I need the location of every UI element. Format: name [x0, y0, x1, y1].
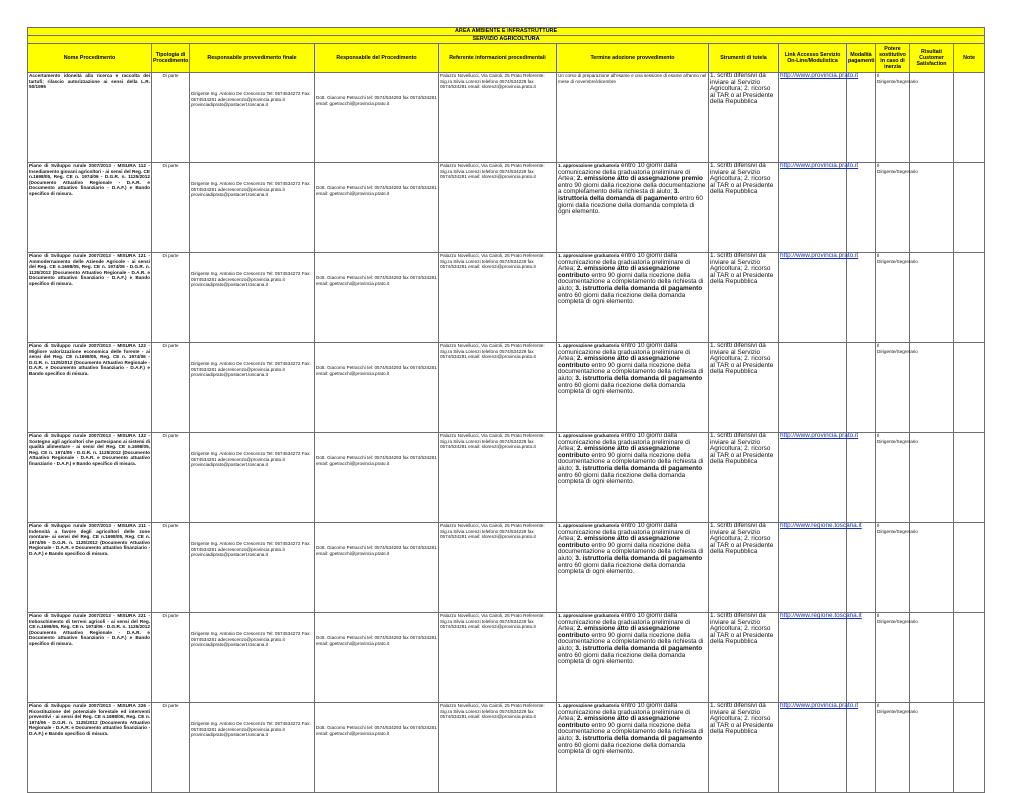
termine-step3-label: 3. istruttoria della domanda di pagamento — [575, 554, 703, 562]
termine-step1-text: entro 10 giorni dalla comunicazione della graduatoria preliminare di Artea; — [558, 162, 691, 183]
tipologia-cell: Di parte — [152, 253, 190, 343]
termine-step2-label: 2. emissione atto di assegnazione premio — [576, 175, 703, 183]
document-sheet — [27, 27, 985, 793]
termine-step3-text: entro 60 giorni dalla ricezione della domanda completa di ogni elemento. — [558, 651, 686, 666]
modalita-cell — [847, 253, 876, 343]
termine-step2-label: 2. emissione atto di assegnazione contributo — [558, 625, 680, 639]
potere-cell: Il Dirigente/Segretario — [876, 613, 910, 703]
termine-step1-label: 1. approvazione graduatoria — [558, 523, 620, 528]
strumenti-cell: 1. scritti difensivi da inviare al Servizio Agricoltura; 2. ricorso al TAR o al Presidente della Repubblica — [709, 703, 779, 793]
header-responsabile-finale: Responsabile provvedimento finale — [190, 44, 315, 73]
area-band — [28, 28, 985, 36]
termine-step2-text: entro 90 giorni dalla ricezione della documentazione a completamento della richiesta di aiuto; — [558, 271, 704, 292]
responsabile-finale-cell: Dirigente Ing. Antonio De Crescenzo Tel: 0574534272 Fax: 0574534281 adecrescenzo@provincia.prato.it provinciadiprato@postacert.toscana.it — [190, 433, 315, 523]
termine-step2-label: 2. emissione atto di assegnazione contributo — [558, 265, 680, 279]
potere-cell: Il Dirigente/Segretario — [876, 73, 910, 163]
termine-step3-text: entro 60 giorni dalla ricezione della domanda completa di ogni elemento. — [558, 471, 686, 486]
termine-step2-label: 2. emissione atto di assegnazione contributo — [558, 535, 680, 549]
termine-step1-label: 1. approvazione graduatoria — [558, 613, 620, 618]
termine-step2-text: entro 90 giorni dalla ricezione della documentazione a completamento della richiesta di aiuto; — [558, 451, 704, 472]
responsabile-finale-cell: Dirigente Ing. Antonio De Crescenzo Tel: 0574534272 Fax: 0574534281 adecrescenzo@provincia.prato.it provinciadiprato@postacert.toscana.it — [190, 613, 315, 703]
termine-step3-text: entro 60 giorni dalla ricezione della domanda completa di ogni elemento. — [558, 194, 703, 216]
service-link[interactable]: http://www.provincia.prato.it — [779, 703, 847, 793]
termine-step3-label: 3. istruttoria della domanda di pagamento — [575, 644, 703, 652]
risultati-cell — [910, 613, 954, 703]
table-row — [28, 343, 985, 433]
referente-cell: Palazzo Novellucci, Via Cairoli, 25 Prato Referente: Sig.ra Silvia Lorenzi telefono 0574/534229 fax 0574/534281 email: slorenzi@provincia.prato.it — [439, 253, 557, 343]
modalita-cell — [847, 523, 876, 613]
tipologia-cell: Di parte — [152, 613, 190, 703]
procedure-name — [28, 73, 152, 163]
header-note: Note — [954, 44, 985, 73]
table-row — [28, 253, 985, 343]
procedure-name-text: Piano di Sviluppo rurale 2007/2013 - MISURA 221 - Imboschimento di terreni agricoli - ai sensi del Reg. CE n.1698/05, Reg. CE n. 1974/06 - D.G.R. n. 1125/2012 (Documento Attuativo Regionale - D.A.R. e Documento attuativo finanziario - D.A.F.) e Bando specifico di misura. — [29, 613, 150, 646]
tipologia-cell: Di parte — [152, 343, 190, 433]
header-potere: Potere sostitutivo in caso di inerzia — [876, 44, 910, 73]
service-link[interactable]: http://www.provincia.prato.it — [779, 163, 847, 253]
service-title: SERVIZIO AGRICOLTURA — [28, 36, 985, 44]
termine-step3-label: 3. istruttoria della domanda di pagamento — [575, 374, 703, 382]
termine-cell — [557, 343, 709, 433]
table-row — [28, 73, 985, 163]
termine-step3-label: 3. istruttoria della domanda di pagamento — [575, 464, 703, 472]
strumenti-cell: 1. scritti difensivi da inviare al Servizio Agricoltura; 2. ricorso al TAR o al Presidente della Repubblica — [709, 253, 779, 343]
termine-step2-text: entro 90 giorni dalla ricezione della documentazione a completamento della richiesta di aiuto; — [558, 181, 706, 196]
procedure-name — [28, 703, 152, 793]
procedure-name-text: Piano di Sviluppo rurale 2007/2013 - MISURA 132 - Sostegno agli agricoltori che partecipano ai sistemi di qualità alimentare - ai sensi del Reg. CE n.1698/05, Reg. CE n. 1974/06 - D.G.R. n. 1125/2012 (Documento Attuativo Regionale - D.A.R. e Documento attuativo finanziario - D.A.F.) e Bando specifico di misura. — [29, 433, 150, 466]
procedure-name-text: Piano di Sviluppo rurale 2007/2013 - MISURA 121 - Ammodernamento delle Aziende Agricole - ai sensi del Reg. CE n.1698/05, Reg. CE n. 1974/06 - D.G.R. n. 1125/2012 (Documento Attuativo Regionale - D.A.R. e Documento attuativo finanziario - D.A.F.) e Bando specifico di misura. — [29, 253, 150, 286]
termine-step2-label: 2. emissione atto di assegnazione contributo — [558, 355, 680, 369]
termine-cell — [557, 613, 709, 703]
termine-step2-text: entro 90 giorni dalla ricezione della documentazione a completamento della richiesta di aiuto; — [558, 361, 704, 382]
potere-cell: Il Dirigente/Segretario — [876, 523, 910, 613]
note-cell — [954, 523, 985, 613]
termine-cell — [557, 703, 709, 793]
header-termine: Termine adozione provvedimento — [557, 44, 709, 73]
header-modalita: Modalità pagamenti — [847, 44, 876, 73]
area-title: AREA AMBIENTE E INFRASTRUTTURE — [28, 28, 985, 36]
note-cell — [954, 613, 985, 703]
header-strumenti: Strumenti di tutela — [709, 44, 779, 73]
termine-step3-label: 3. istruttoria della domanda di pagamento — [558, 188, 680, 202]
risultati-cell — [910, 253, 954, 343]
termine-cell — [557, 523, 709, 613]
tipologia-cell: Di parte — [152, 703, 190, 793]
termine-step3-text: entro 60 giorni dalla ricezione della domanda completa di ogni elemento. — [558, 561, 686, 576]
referente-cell: Palazzo Novellucci, Via Cairoli, 25 Prato Referente: Sig.ra Silvia Lorenzi telefono 0574/534229 fax 0574/534281 email: slorenzi@provincia.prato.it — [439, 343, 557, 433]
service-link[interactable]: http://www.regione.toscana.it — [779, 523, 847, 613]
service-link[interactable]: http://www.provincia.prato.it — [779, 253, 847, 343]
tipologia-cell: Di parte — [152, 73, 190, 163]
responsabile-finale-cell: Dirigente Ing. Antonio De Crescenzo Tel: 0574534272 Fax: 0574534281 adecrescenzo@provincia.prato.it provinciadiprato@postacert.toscana.it — [190, 163, 315, 253]
responsabile-procedimento-cell: Dott. Giacomo Petracchi tel: 0574/534293 fax 0574/534281 email: gpetracchi@provincia.prato.it — [315, 703, 439, 793]
procedures-table — [27, 27, 985, 793]
termine-step1-label: 1. approvazione graduatoria — [558, 253, 620, 258]
termine-step3-label: 3. istruttoria della domanda di pagamento — [575, 734, 703, 742]
responsabile-procedimento-cell: Dott. Giacomo Petracchi tel: 0574/534293 fax 0574/534281 email: gpetracchi@provincia.prato.it — [315, 73, 439, 163]
potere-cell: Il Dirigente/Segretario — [876, 433, 910, 523]
strumenti-cell: 1. scritti difensivi da inviare al Servizio Agricoltura; 2. ricorso al TAR o al Presidente della Repubblica — [709, 343, 779, 433]
note-cell — [954, 163, 985, 253]
termine-step3-text: entro 60 giorni dalla ricezione della domanda completa di ogni elemento. — [558, 381, 686, 396]
table-row — [28, 163, 985, 253]
risultati-cell — [910, 163, 954, 253]
responsabile-finale-cell: Dirigente Ing. Antonio De Crescenzo Tel: 0574534272 Fax: 0574534281 adecrescenzo@provincia.prato.it provinciadiprato@postacert.toscana.it — [190, 73, 315, 163]
termine-step1-text: entro 10 giorni dalla comunicazione della graduatoria preliminare di Artea; — [558, 432, 691, 453]
potere-cell: Il Dirigente/Segretario — [876, 163, 910, 253]
procedure-name-text: Accertamento idoneità alla ricerca e raccolta dei tartufi; rilascio autorizzazione ai sensi della L.R. 50/1995 — [29, 73, 150, 90]
table-row — [28, 613, 985, 703]
note-cell — [954, 253, 985, 343]
risultati-cell — [910, 433, 954, 523]
service-link[interactable] — [779, 343, 847, 433]
referente-cell: Palazzo Novellucci, Via Cairoli, 25 Prato Referente: Sig.ra Silvia Lorenzi telefono 0574/534229 fax 0574/534281 email: slorenzi@provincia.prato.it — [439, 703, 557, 793]
termine-step1-label: 1. approvazione graduatoria — [558, 703, 620, 708]
procedure-name-text: Piano di Sviluppo rurale 2007/2013 - MISURA 112 - Insediamento giovani agricoltori - ai sensi del Reg. CE n.1698/05, Reg. CE n. 1974/06 - D.G.R. n. 1125/2012 (Documento Attuativo Regionale - D.A.R. e Documento attuativo finanziario - D.A.F.) e Bando specifico di misura. — [29, 163, 150, 196]
header-responsabile-procedimento: Responsabile del Procedimento — [315, 44, 439, 73]
termine-step2-text: entro 90 giorni dalla ricezione della documentazione a completamento della richiesta di aiuto; — [558, 721, 704, 742]
responsabile-finale-cell: Dirigente Ing. Antonio De Crescenzo Tel: 0574534272 Fax: 0574534281 adecrescenzo@provincia.prato.it provinciadiprato@postacert.toscana.it — [190, 253, 315, 343]
responsabile-finale-cell: Dirigente Ing. Antonio De Crescenzo Tel: 0574534272 Fax: 0574534281 adecrescenzo@provincia.prato.it provinciadiprato@postacert.toscana.it — [190, 343, 315, 433]
termine-step1-label: 1. approvazione graduatoria — [558, 343, 620, 348]
procedure-name-text: Piano di Sviluppo rurale 2007/2013 - MISURA 211 - Indennità a favore degli agricoltori delle zone montane- ai sensi del Reg. CE n.1698/05, Reg. CE n. 1974/06 - D.G.R. n. 1125/2012 (Documento Attuativo Regionale - D.A.R. e Documento attuativo finanziario - D.A.F.) e Bando specifico di misura. — [29, 523, 150, 556]
header-row — [28, 44, 985, 73]
procedure-name-text: Piano di Sviluppo rurale 2007/2013 - MISURA 122 - Migliore valorizzazione economica delle foreste - ai sensi del Reg. CE n.1698/05, Reg. CE n. 1974/06 - D.G.R. n. 1125/2012 (Documento Attuativo Regionale - D.A.R. e Documento attuativo finanziario - D.A.F.) e Bando specifico di misura. — [29, 343, 150, 376]
termine-step1-text: entro 10 giorni dalla comunicazione della graduatoria preliminare di Artea; — [558, 612, 691, 633]
tipologia-cell: Di parte — [152, 433, 190, 523]
tipologia-cell: Di parte — [152, 163, 190, 253]
responsabile-procedimento-cell: Dott. Giacomo Petracchi tel: 0574/534293 fax 0574/534281 email: gpetracchi@provincia.prato.it — [315, 343, 439, 433]
table-row — [28, 703, 985, 793]
note-cell — [954, 343, 985, 433]
table-row — [28, 433, 985, 523]
termine-step2-label: 2. emissione atto di assegnazione contributo — [558, 715, 680, 729]
strumenti-cell: 1. scritti difensivi da inviare al Servizio Agricoltura; 2. ricorso al TAR o al Presidente della Repubblica — [709, 523, 779, 613]
note-cell — [954, 73, 985, 163]
referente-cell: Palazzo Novellucci, Via Cairoli, 25 Prato Referente: Sig.ra Silvia Lorenzi telefono 0574/534229 fax 0574/534281 email: slorenzi@provincia.prato.it — [439, 523, 557, 613]
note-cell — [954, 433, 985, 523]
termine-cell — [557, 433, 709, 523]
responsabile-finale-cell: Dirigente Ing. Antonio De Crescenzo Tel: 0574534272 Fax: 0574534281 adecrescenzo@provincia.prato.it provinciadiprato@postacert.toscana.it — [190, 523, 315, 613]
procedure-name — [28, 433, 152, 523]
service-link[interactable]: http://www.regione.toscana.it — [779, 613, 847, 703]
termine-cell: Un corso di preparazione all'esame e una sessione di esame all'anno nel mese di novembre/dicembre — [557, 73, 709, 163]
procedure-name — [28, 163, 152, 253]
risultati-cell — [910, 523, 954, 613]
strumenti-cell: 1. scritti difensivi da inviare al Servizio Agricoltura; 2. ricorso al TAR o al Presidente della Repubblica — [709, 163, 779, 253]
responsabile-finale-cell: Dirigente Ing. Antonio De Crescenzo Tel: 0574534272 Fax: 0574534281 adecrescenzo@provincia.prato.it provinciadiprato@postacert.toscana.it — [190, 703, 315, 793]
termine-step3-label: 3. istruttoria della domanda di pagamento — [575, 284, 703, 292]
header-referente: Referente informazioni procedimentali — [439, 44, 557, 73]
note-cell — [954, 703, 985, 793]
modalita-cell — [847, 703, 876, 793]
termine-step3-text: entro 60 giorni dalla ricezione della domanda completa di ogni elemento. — [558, 741, 686, 756]
modalita-cell — [847, 433, 876, 523]
modalita-cell — [847, 163, 876, 253]
termine-step2-text: entro 90 giorni dalla ricezione della documentazione a completamento della richiesta di aiuto; — [558, 541, 704, 562]
strumenti-cell: 1. scritti difensivi da inviare al Servizio Agricoltura; 2. ricorso al TAR o al Presidente della Repubblica — [709, 613, 779, 703]
header-nome: Nome Procedimento — [28, 44, 152, 73]
referente-cell: Palazzo Novellucci, Via Cairoli, 25 Prato Referente: Sig.ra Silvia Lorenzi telefono 0574/534229 fax 0574/534281 email: slorenzi@provincia.prato.it — [439, 73, 557, 163]
procedure-name — [28, 253, 152, 343]
termine-step1-label: 1. approvazione graduatoria — [558, 163, 620, 168]
modalita-cell — [847, 73, 876, 163]
termine-step1-text: entro 10 giorni dalla comunicazione della graduatoria preliminare di Artea; — [558, 702, 691, 723]
tipologia-cell: Di parte — [152, 523, 190, 613]
strumenti-cell: 1. scritti difensivi da inviare al Servizio Agricoltura; 2. ricorso al TAR o al Presidente della Repubblica — [709, 73, 779, 163]
service-link[interactable]: http://www.provincia.prato.it — [779, 433, 847, 523]
potere-cell: Il Dirigente/Segretario — [876, 703, 910, 793]
header-risultati: Risultati Customer Satisfaction — [910, 44, 954, 73]
termine-step1-text: entro 10 giorni dalla comunicazione della graduatoria preliminare di Artea; — [558, 522, 691, 543]
procedure-name — [28, 613, 152, 703]
termine-step1-label: 1. approvazione graduatoria — [558, 433, 620, 438]
responsabile-procedimento-cell: Dott. Giacomo Petracchi tel: 0574/534293 fax 0574/534281 email: gpetracchi@provincia.prato.it — [315, 253, 439, 343]
referente-cell: Palazzo Novellucci, Via Cairoli, 25 Prato Referente: Sig.ra Silvia Lorenzi telefono 0574/534229 fax 0574/534281 email: slorenzi@provincia.prato.it — [439, 613, 557, 703]
service-band — [28, 36, 985, 44]
referente-cell: Palazzo Novellucci, Via Cairoli, 25 Prato Referente: Sig.ra Silvia Lorenzi telefono 0574/534229 fax 0574/534281 email: slorenzi@provincia.prato.it — [439, 163, 557, 253]
termine-cell — [557, 253, 709, 343]
termine-step2-label: 2. emissione atto di assegnazione contributo — [558, 445, 680, 459]
termine-step1-text: entro 10 giorni dalla comunicazione della graduatoria preliminare di Artea; — [558, 252, 691, 273]
header-tipologia: Tipologia di Procedimento — [152, 44, 190, 73]
table-row — [28, 523, 985, 613]
risultati-cell — [910, 343, 954, 433]
service-link[interactable]: http://www.provincia.prato.it — [779, 73, 847, 163]
potere-cell: Il Dirigente/Segretario — [876, 253, 910, 343]
termine-cell — [557, 163, 709, 253]
responsabile-procedimento-cell: Dott. Giacomo Petracchi tel: 0574/534293 fax 0574/534281 email: gpetracchi@provincia.prato.it — [315, 163, 439, 253]
procedure-name — [28, 343, 152, 433]
responsabile-procedimento-cell: Dott. Giacomo Petracchi tel: 0574/534293 fax 0574/534281 email: gpetracchi@provincia.prato.it — [315, 523, 439, 613]
procedure-name — [28, 523, 152, 613]
termine-step1-text: entro 10 giorni dalla comunicazione della graduatoria preliminare di Artea; — [558, 342, 691, 363]
risultati-cell — [910, 73, 954, 163]
procedure-name-text: Piano di Sviluppo rurale 2007/2013 - MISURA 226 - Ricostituzione del potenziale forestale ed interventi preventivi - ai sensi del Reg. CE n.1698/05, Reg. CE n. 1974/06 - D.G.R. n. 1125/2012 (Documento Attuativo Regionale - D.A.R. e Documento attuativo finanziario - D.A.F.) e Bando specifico di misura. — [29, 703, 150, 736]
referente-cell: Palazzo Novellucci, Via Cairoli, 25 Prato Referente: Sig.ra Silvia Lorenzi telefono 0574/534229 fax 0574/534281 email: slorenzi@provincia.prato.it — [439, 433, 557, 523]
table-body — [28, 73, 985, 793]
potere-cell: Il Dirigente/Segretario — [876, 343, 910, 433]
responsabile-procedimento-cell: Dott. Giacomo Petracchi tel: 0574/534293 fax 0574/534281 email: gpetracchi@provincia.prato.it — [315, 433, 439, 523]
termine-step2-text: entro 90 giorni dalla ricezione della documentazione a completamento della richiesta di aiuto; — [558, 631, 704, 652]
modalita-cell — [847, 343, 876, 433]
risultati-cell — [910, 703, 954, 793]
termine-step3-text: entro 60 giorni dalla ricezione della domanda completa di ogni elemento. — [558, 291, 686, 306]
strumenti-cell: 1. scritti difensivi da inviare al Servizio Agricoltura; 2. ricorso al TAR o al Presidente della Repubblica — [709, 433, 779, 523]
responsabile-procedimento-cell: Dott. Giacomo Petracchi tel: 0574/534293 fax 0574/534281 email: gpetracchi@provincia.prato.it — [315, 613, 439, 703]
modalita-cell — [847, 613, 876, 703]
header-link: Link Accesso Servizio On-Line/Modulistica — [779, 44, 847, 73]
